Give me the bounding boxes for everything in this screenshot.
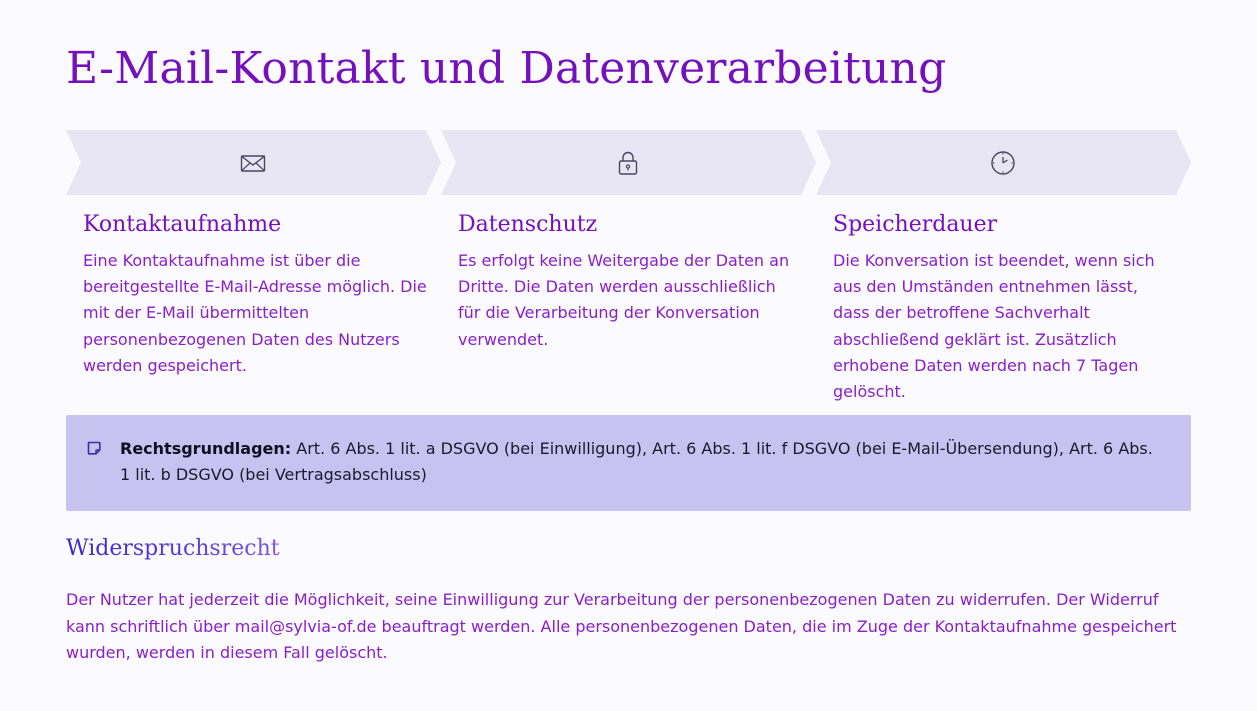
step-datenschutz xyxy=(441,130,816,390)
lock-icon xyxy=(615,150,641,176)
step-banner xyxy=(441,130,816,195)
process-steps xyxy=(66,130,1191,402)
step-banner xyxy=(816,130,1191,195)
step-title: Datenschutz xyxy=(458,212,598,237)
envelope-icon xyxy=(240,150,266,176)
note-icon xyxy=(86,440,102,456)
page-title: E-Mail-Kontakt und Datenverarbeitung xyxy=(66,43,947,94)
objection-title: Widerspruchsrecht xyxy=(66,533,280,565)
legal-basis-text xyxy=(120,436,1160,488)
legal-basis-content: Art. 6 Abs. 1 lit. a DSGVO (bei Einwilligung), Art. 6 Abs. 1 lit. f DSGVO (bei E-Mail-Übersendung), Art. 6 Abs. 1 lit. b DSGVO (bei Vertragsabschluss) xyxy=(120,439,1153,484)
clock-icon xyxy=(990,150,1016,176)
step-text: Es erfolgt keine Weitergabe der Daten an Dritte. Die Daten werden ausschließlich für die Verarbeitung der Konversation verwendet. xyxy=(458,251,790,349)
objection-text: Der Nutzer hat jederzeit die Möglichkeit, seine Einwilligung zur Verarbeitung der personenbezogenen Daten zu widerrufen. Der Widerruf kann schriftlich über mail@sylvia-of.de beauftragt werden. Alle personenbezogenen Daten, die im Zuge der Kontaktaufnahme gespeichert wurden, werden in diesem Fall gelöscht. xyxy=(66,590,1177,663)
legal-basis-label: Rechtsgrundlagen: xyxy=(120,439,292,458)
step-title: Speicherdauer xyxy=(833,212,998,237)
step-kontaktaufnahme xyxy=(66,130,441,390)
step-title: Kontaktaufnahme xyxy=(83,212,282,237)
step-text: Eine Kontaktaufnahme ist über die bereitgestellte E-Mail-Adresse möglich. Die mit der E-Mail übermittelten personenbezogenen Daten des Nutzers werden gespeichert. xyxy=(83,251,427,375)
step-speicherdauer xyxy=(816,130,1191,402)
step-banner xyxy=(66,130,441,195)
step-text: Die Konversation ist beendet, wenn sich aus den Umständen entnehmen lässt, dass der betroffene Sachverhalt abschließend geklärt ist. Zusätzlich erhobene Daten werden nach 7 Tagen gelöscht. xyxy=(833,251,1155,402)
legal-basis-note xyxy=(66,415,1191,511)
